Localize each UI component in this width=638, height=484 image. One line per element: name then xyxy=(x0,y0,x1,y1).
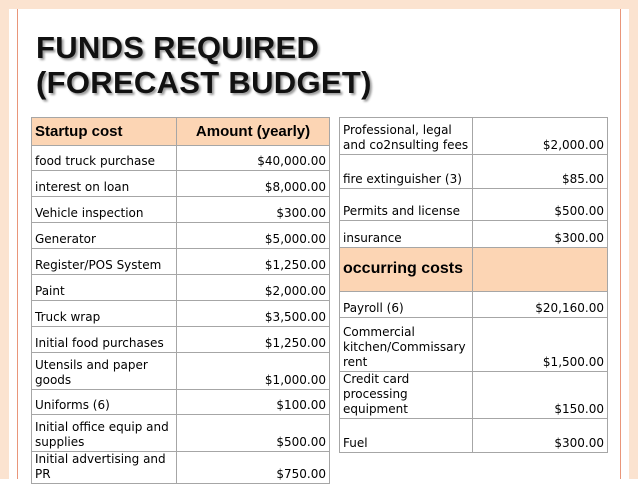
row-amount: $1,250.00 xyxy=(177,327,330,353)
row-item: Register/POS System xyxy=(32,249,177,275)
row-item: Credit card processing equipment xyxy=(340,372,473,419)
section-label: occurring costs xyxy=(340,248,473,292)
row-amount: $750.00 xyxy=(177,452,330,484)
row-item: Initial food purchases xyxy=(32,327,177,353)
row-amount: $1,500.00 xyxy=(473,318,608,372)
row-amount: $300.00 xyxy=(473,419,608,453)
row-item: Fuel xyxy=(340,419,473,453)
row-amount: $8,000.00 xyxy=(177,171,330,197)
frame-inner-right-line xyxy=(620,9,621,479)
table-row xyxy=(340,189,608,221)
row-item: Truck wrap xyxy=(32,301,177,327)
table-row xyxy=(340,372,608,419)
row-item: Paint xyxy=(32,275,177,301)
row-item: Initial advertising and PR xyxy=(32,452,177,484)
row-item: Utensils and paper goods xyxy=(32,353,177,390)
row-item: insurance xyxy=(340,221,473,248)
table-row xyxy=(32,197,330,223)
row-item: Vehicle inspection xyxy=(32,197,177,223)
table-row xyxy=(32,301,330,327)
table-row xyxy=(32,275,330,301)
row-item: food truck purchase xyxy=(32,146,177,171)
table-row xyxy=(340,221,608,248)
row-item: fire extinguisher (3) xyxy=(340,155,473,189)
header-amount-yearly: Amount (yearly) xyxy=(177,118,330,146)
table-row xyxy=(340,292,608,318)
row-amount: $300.00 xyxy=(473,221,608,248)
row-amount: $85.00 xyxy=(473,155,608,189)
row-item: Payroll (6) xyxy=(340,292,473,318)
slide-title: FUNDS REQUIRED (FORECAST BUDGET) xyxy=(36,30,372,100)
row-amount: $100.00 xyxy=(177,390,330,415)
row-item: Initial office equip and supplies xyxy=(32,415,177,452)
row-item: interest on loan xyxy=(32,171,177,197)
table-row xyxy=(340,118,608,155)
table-row xyxy=(340,419,608,453)
table-row xyxy=(32,249,330,275)
table-header-row xyxy=(32,118,330,146)
table-row xyxy=(32,327,330,353)
table-row xyxy=(32,223,330,249)
row-amount: $500.00 xyxy=(473,189,608,221)
startup-cost-table xyxy=(31,117,330,484)
section-row-occurring-costs xyxy=(340,248,608,292)
row-amount: $150.00 xyxy=(473,372,608,419)
table-row xyxy=(32,390,330,415)
row-amount: $2,000.00 xyxy=(177,275,330,301)
row-item: Commercial kitchen/Commissary rent xyxy=(340,318,473,372)
table-row xyxy=(340,318,608,372)
header-startup-cost: Startup cost xyxy=(32,118,177,146)
section-blank-cell xyxy=(473,248,608,292)
row-item: Generator xyxy=(32,223,177,249)
row-amount: $3,500.00 xyxy=(177,301,330,327)
row-item: Permits and license xyxy=(340,189,473,221)
table-row xyxy=(32,146,330,171)
table-row xyxy=(32,415,330,452)
row-amount: $1,000.00 xyxy=(177,353,330,390)
row-item: Professional, legal and co2nsulting fees xyxy=(340,118,473,155)
row-amount: $5,000.00 xyxy=(177,223,330,249)
frame-right-border xyxy=(629,0,638,479)
row-amount: $20,160.00 xyxy=(473,292,608,318)
frame-inner-left-line xyxy=(17,9,18,479)
other-costs-table xyxy=(339,117,608,453)
row-amount: $40,000.00 xyxy=(177,146,330,171)
table-row xyxy=(32,171,330,197)
frame-top-border xyxy=(0,0,638,9)
table-row xyxy=(32,353,330,390)
row-amount: $2,000.00 xyxy=(473,118,608,155)
row-amount: $1,250.00 xyxy=(177,249,330,275)
row-item: Uniforms (6) xyxy=(32,390,177,415)
frame-left-border xyxy=(0,0,9,479)
row-amount: $500.00 xyxy=(177,415,330,452)
row-amount: $300.00 xyxy=(177,197,330,223)
table-row xyxy=(340,155,608,189)
